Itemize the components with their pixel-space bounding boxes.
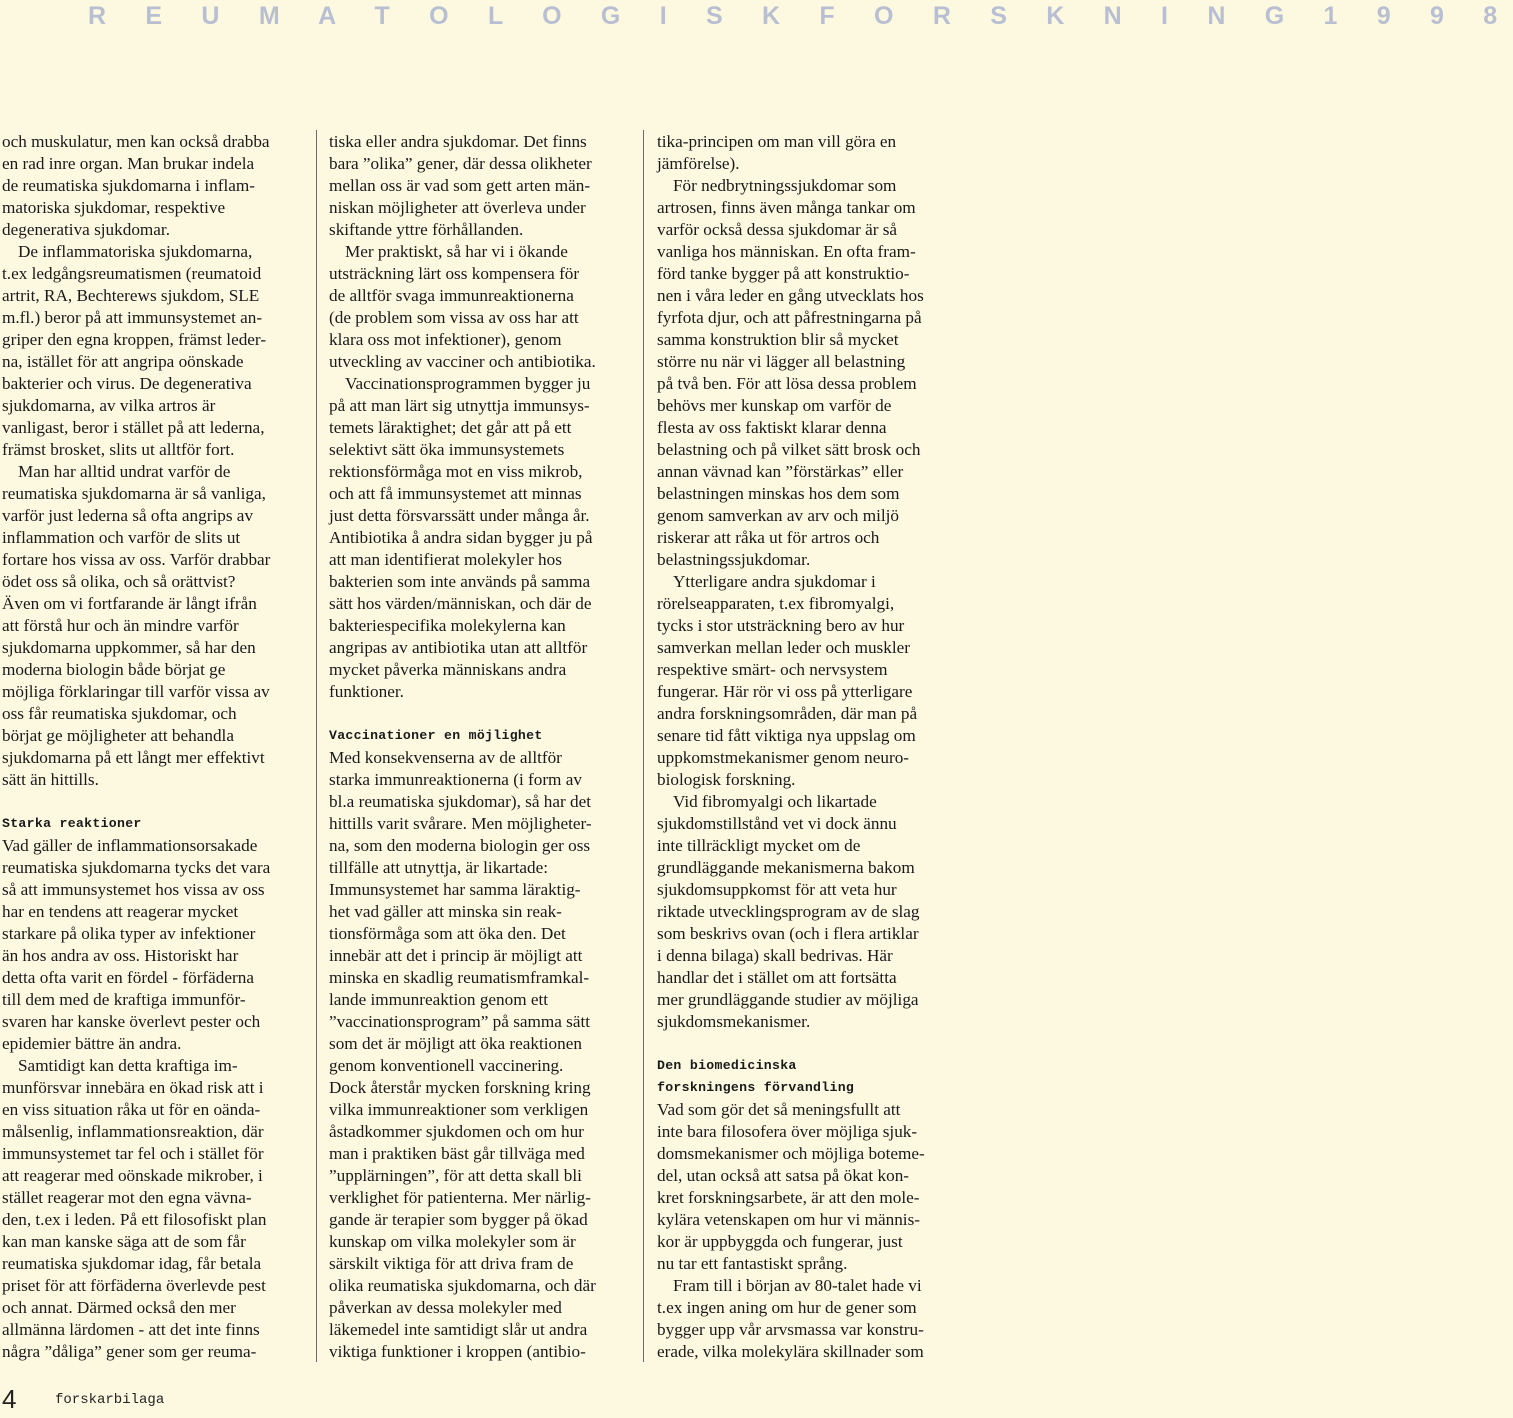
- running-header: R E U M A T O L O G I S K F O R S K N I N G 1 9 9 8: [88, 2, 1513, 30]
- page-number: 4: [2, 1384, 17, 1414]
- paragraph: Vad som gör det så meningsfullt att inte bara filosofera över möjliga sjuk- domsmekanismer och möjliga boteme- del, utan också att satsa på ökat kon- kret forskningsarbete, är att den mole- kylära vetenskapen om hur vi männis- kor är uppbyggda och fungerar, just nu tar ett fantastiskt språng.: [657, 1100, 925, 1273]
- column-divider: [643, 130, 644, 1362]
- paragraph: Man har alltid undrat varför de reumatiska sjukdomarna är så vanliga, varför just lederna så ofta angrips av inflammation och varför de slits ut fortare hos vissa av oss. Varför drabbar ödet oss så olika, och så orättvist? Även om vi fortfarande är långt ifrån att förstå hur och än mindre varför sjukdomarna uppkommer, så har den moderna biologin både börjat ge möjliga förklaringar till varför vissa av oss får reumatiska sjukdomar, och börjat ge möjligheter att behandla sjukdomarna på ett långt mer effektivt sätt än hittills.: [2, 462, 271, 789]
- section-heading: Starka reaktioner: [2, 816, 142, 831]
- paragraph: Vad gäller de inflammationsorsakade reumatiska sjukdomarna tycks det vara så att immunsystemet hos vissa av oss har en tendens att reagerar mycket starkare på olika typer av infektioner än hos andra av oss. Historiskt har detta ofta varit en fördel - förfäderna till dem med de kraftiga immunför- svaren har kanske överlevt pester och epidemier bättre än andra.: [2, 836, 271, 1053]
- paragraph: För nedbrytningssjukdomar som artrosen, finns även många tankar om varför också dessa sjukdomar är så vanliga hos människan. En ofta fram- förd tanke bygger på att konstruktio- nen i våra leder en gång utvecklats hos fyrfota djur, och att påfrestningarna på samma konstruktion blir så mycket större nu när vi lägger all belastning på två ben. För att lösa dessa problem behövs mer kunskap om varför de flesta av oss faktiskt klarar denna belastning och på vilket sätt brosk och annan vävnad kan ”förstärkas” eller belastningen minskas hos dem som genom samverkan av arv och miljö riskerar att råka ut för artros och belastningssjukdomar.: [657, 176, 924, 569]
- paragraph: tika-principen om man vill göra en jämförelse).: [657, 132, 897, 173]
- paragraph: Fram till i början av 80-talet hade vi t.ex ingen aning om hur de gener som bygger upp vår arvsmassa var konstru- erade, vilka molekylära skillnader som: [657, 1276, 924, 1361]
- paragraph: Vid fibromyalgi och likartade sjukdomstillstånd vet vi dock ännu inte tillräckligt mycket om de grundläggande mekanismerna bakom sjukdomsuppkomst för att veta hur riktade utvecklingsprogram av de slag som beskrivs ovan (och i flera artiklar i denna bilaga) skall bedrivas. Här handlar det i stället om att fortsätta mer grundläggande studier av möjliga sjukdomsmekanismer.: [657, 792, 920, 1031]
- text-column-1: [2, 131, 308, 1363]
- footer-label: forskarbilaga: [55, 1392, 165, 1408]
- section-heading: Vaccinationer en möjlighet: [329, 728, 543, 743]
- text-column-3: [657, 131, 960, 1363]
- paragraph: De inflammatoriska sjukdomarna, t.ex ledgångsreumatismen (reumatoid artrit, RA, Bechterews sjukdom, SLE m.fl.) beror på att immunsystemet an- griper den egna kroppen, främst leder- na, istället för att angripa oönskade bakterier och virus. De degenerativa sjukdomarna, av vilka artros är vanligast, beror i stället på att lederna, främst brosket, slits ut alltför fort.: [2, 242, 267, 459]
- paragraph: Ytterligare andra sjukdomar i rörelseapparaten, t.ex fibromyalgi, tycks i stor utsträckning bero av hur samverkan mellan leder och muskler respektive smärt- och nervsystem fungerar. Här rör vi oss på ytterligare andra forskningsområden, där man på senare tid fått viktiga nya uppslag om uppkomstmekanismer genom neuro- biologisk forskning.: [657, 572, 918, 789]
- paragraph: Mer praktiskt, så har vi i ökande utsträckning lärt oss kompensera för de alltför svaga immunreaktionerna (de problem som vissa av oss har att klara oss mot infektioner), genom utveckling av vacciner och antibiotika.: [329, 242, 596, 371]
- section-heading: Den biomedicinska forskningens förvandling: [657, 1058, 855, 1095]
- paragraph: och muskulatur, men kan också drabba en rad inre organ. Man brukar indela de reumatiska sjukdomarna i inflam- matoriska sjukdomar, respektive degenerativa sjukdomar.: [2, 132, 270, 239]
- paragraph: Med konsekvenserna av de alltför starka immunreaktionerna (i form av bl.a reumatiska sjukdomar), så har det hittills varit svårare. Men möjligheter- na, som den moderna biologin ger oss tillfälle att utnyttja, är likartade: Immunsystemet har samma läraktig- het vad gäller att minska sin reak- tionsförmåga som att öka den. Det innebär att det i princip är möjligt att minska en skadlig reumatismframkal- lande immunreaktion genom ett ”vaccinationsprogram” på samma sätt som det är möjligt att öka reaktionen genom konventionell vaccinering. Dock återstår mycken forskning kring vilka immunreaktioner som verkligen åstadkommer sjukdomen och om hur man i praktiken bäst går tillväga med ”upplärningen”, för att detta skall bli verklighet för patienterna. Mer närlig- gande är terapier som bygger på ökad kunskap om vilka molekyler som är särskilt viktiga för att driva fram de olika reumatiska sjukdomarna, och där påverkan av dessa molekyler med läkemedel inte samtidigt slår ut andra viktiga funktioner i kroppen (antibio-: [329, 748, 596, 1361]
- paragraph: tiska eller andra sjukdomar. Det finns bara ”olika” gener, där dessa olikheter mellan oss är vad som gett arten män- niskan möjligheter att överleva under skiftande yttre förhållanden.: [329, 132, 592, 239]
- text-column-2: [329, 131, 634, 1363]
- paragraph: Vaccinationsprogrammen bygger ju på att man lärt sig utnyttja immunsys- temets läraktighet; det går att på ett selektivt sätt öka immunsystemets rektionsförmåga mot en viss mikrob, och att få immunsystemet att minnas just detta försvarssätt under många år. Antibiotika å andra sidan bygger ju på att man identifierat molekyler hos bakterien som inte används på samma sätt hos värden/människan, och där de bakteriespecifika molekylerna kan angripas av antibiotika utan att alltför mycket påverka människans andra funktioner.: [329, 374, 593, 701]
- column-divider: [316, 130, 317, 1362]
- paragraph: Samtidigt kan detta kraftiga im- munförsvar innebära en ökad risk att i en viss situation råka ut för en oända- målsenlig, inflammationsreaktion, där immunsystemet tar fel och i stället för att reagerar med oönskade mikrober, i stället reagerar mot den egna vävna- den, t.ex i leden. På ett filosofiskt plan kan man kanske säga att de som får reumatiska sjukdomar idag, får betala priset för att förfäderna överlevde pest och annat. Därmed också den mer allmänna lärdomen - att det inte finns några ”dåliga” gener som ger reuma-: [2, 1056, 267, 1361]
